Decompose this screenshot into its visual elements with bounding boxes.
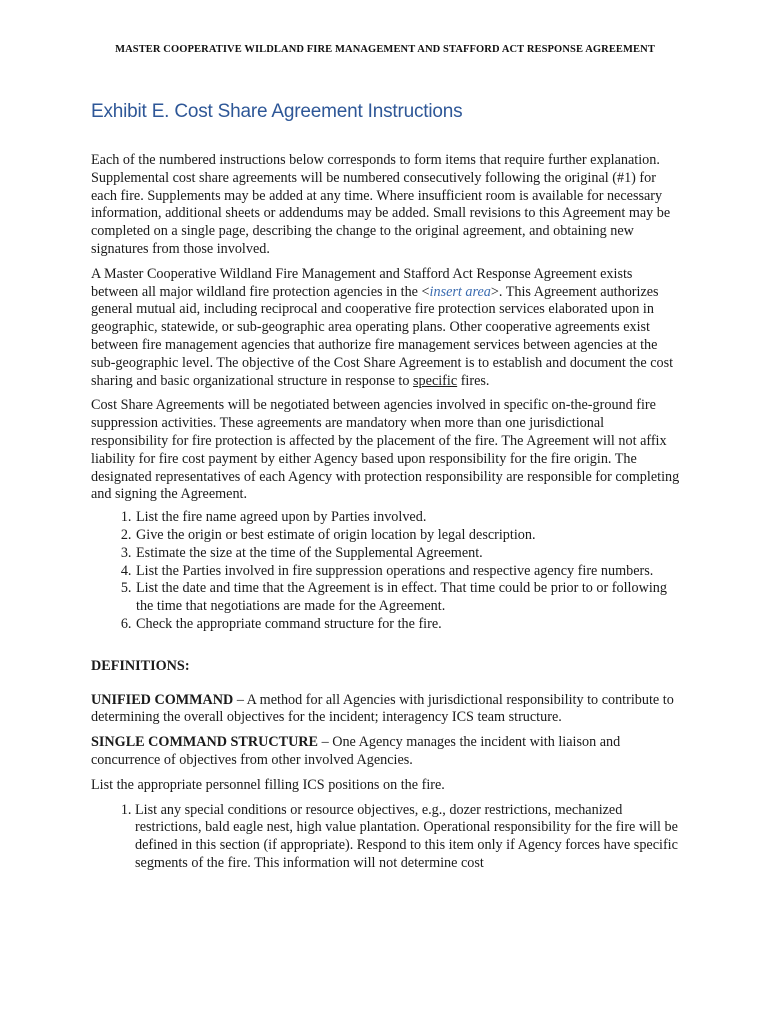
personnel-paragraph: List the appropriate personnel filling ICS positions on the fire. — [91, 776, 445, 793]
master-text-part3: fires. — [457, 372, 490, 389]
instruction-item: 6. Check the appropriate command structure for the fire. — [135, 616, 683, 634]
intro-paragraph: Each of the numbered instructions below corresponds to form items that require further explanation. Supplemental cost share agreements will be numbered consecutively following the original (#1) for each fire. Supplements may be added at any time. Where insufficient room is available for necessary information, additional sheets or addendums may be added. Small revisions to this Agreement may be completed on a single page, describing the change to the original agreement, and obtaining new signatures from those involved. — [91, 152, 671, 257]
instruction-item: 4. List the Parties involved in fire suppression operations and respective agency fire numbers. — [135, 563, 683, 581]
unified-command-definition — [91, 692, 683, 728]
master-text-part2: >. This Agreement authorizes general mutual aid, including reciprocal and cooperative fire protection services elaborated upon in geographic, statewide, or sub-geographic area operating plans. Other cooperative agreements exist between fire management agencies that authorize fire management services between agencies at the sub-geographic level. The objective of the Cost Share Agreement is to establish and document the cost sharing and basic organizational structure in response to — [91, 283, 674, 389]
unified-command-term: UNIFIED COMMAND — [91, 691, 234, 708]
instructions-list — [91, 509, 683, 634]
cost-share-paragraph: Cost Share Agreements will be negotiated between agencies involved in specific on-the-ground fire suppression activities. These agreements are mandatory when more than one jurisdictional responsibility for fire protection is affected by the placement of the fire. The Agreement will not affix liability for fire cost payment by either Agency based upon responsibility for the fire origin. The designated representatives of each Agency with protection responsibility are responsible for completing and signing the Agreement. — [91, 397, 680, 503]
single-command-term: SINGLE COMMAND STRUCTURE — [91, 734, 319, 751]
single-command-definition — [91, 734, 683, 770]
instruction-item: 5. List the date and time that the Agreement is in effect. That time could be prior to or following the time that negotiations are made for the Agreement. — [135, 580, 683, 616]
exhibit-title: Exhibit E. Cost Share Agreement Instructions — [91, 101, 463, 122]
instruction-item: 3. Estimate the size at the time of the Supplemental Agreement. — [135, 545, 683, 563]
single-command-text: – One Agency manages the incident with liaison and concurrence of objectives from other involved Agencies. — [91, 734, 621, 768]
instruction-item: 1. List the fire name agreed upon by Parties involved. — [135, 509, 683, 527]
instruction-item: 2. Give the origin or best estimate of origin location by legal description. — [135, 527, 683, 545]
definitions-heading: DEFINITIONS: — [91, 657, 190, 674]
insert-area-placeholder: insert area — [429, 283, 491, 300]
master-text-part1: A Master Cooperative Wildland Fire Management and Stafford Act Response Agreement exists between all major wildland fire protection agencies in the < — [91, 265, 633, 300]
master-agreement-paragraph — [91, 266, 683, 391]
specific-underlined-word: specific — [413, 372, 458, 389]
running-header: MASTER COOPERATIVE WILDLAND FIRE MANAGEMENT AND STAFFORD ACT RESPONSE AGREEMENT — [115, 44, 655, 55]
document-body — [91, 152, 683, 873]
condition-item: 1. List any special conditions or resource objectives, e.g., dozer restrictions, mechanized restrictions, bald eagle nest, high value plantation. Operational responsibility for the fire will be defined in this section (if appropriate). Respond to this item only if Agency forces have specific segments of the fire. This information will not determine cost — [135, 802, 683, 873]
conditions-list — [91, 802, 683, 873]
unified-command-text: – A method for all Agencies with jurisdictional responsibility to contribute to determining the overall objectives for the incident; interagency ICS team structure. — [91, 691, 674, 726]
